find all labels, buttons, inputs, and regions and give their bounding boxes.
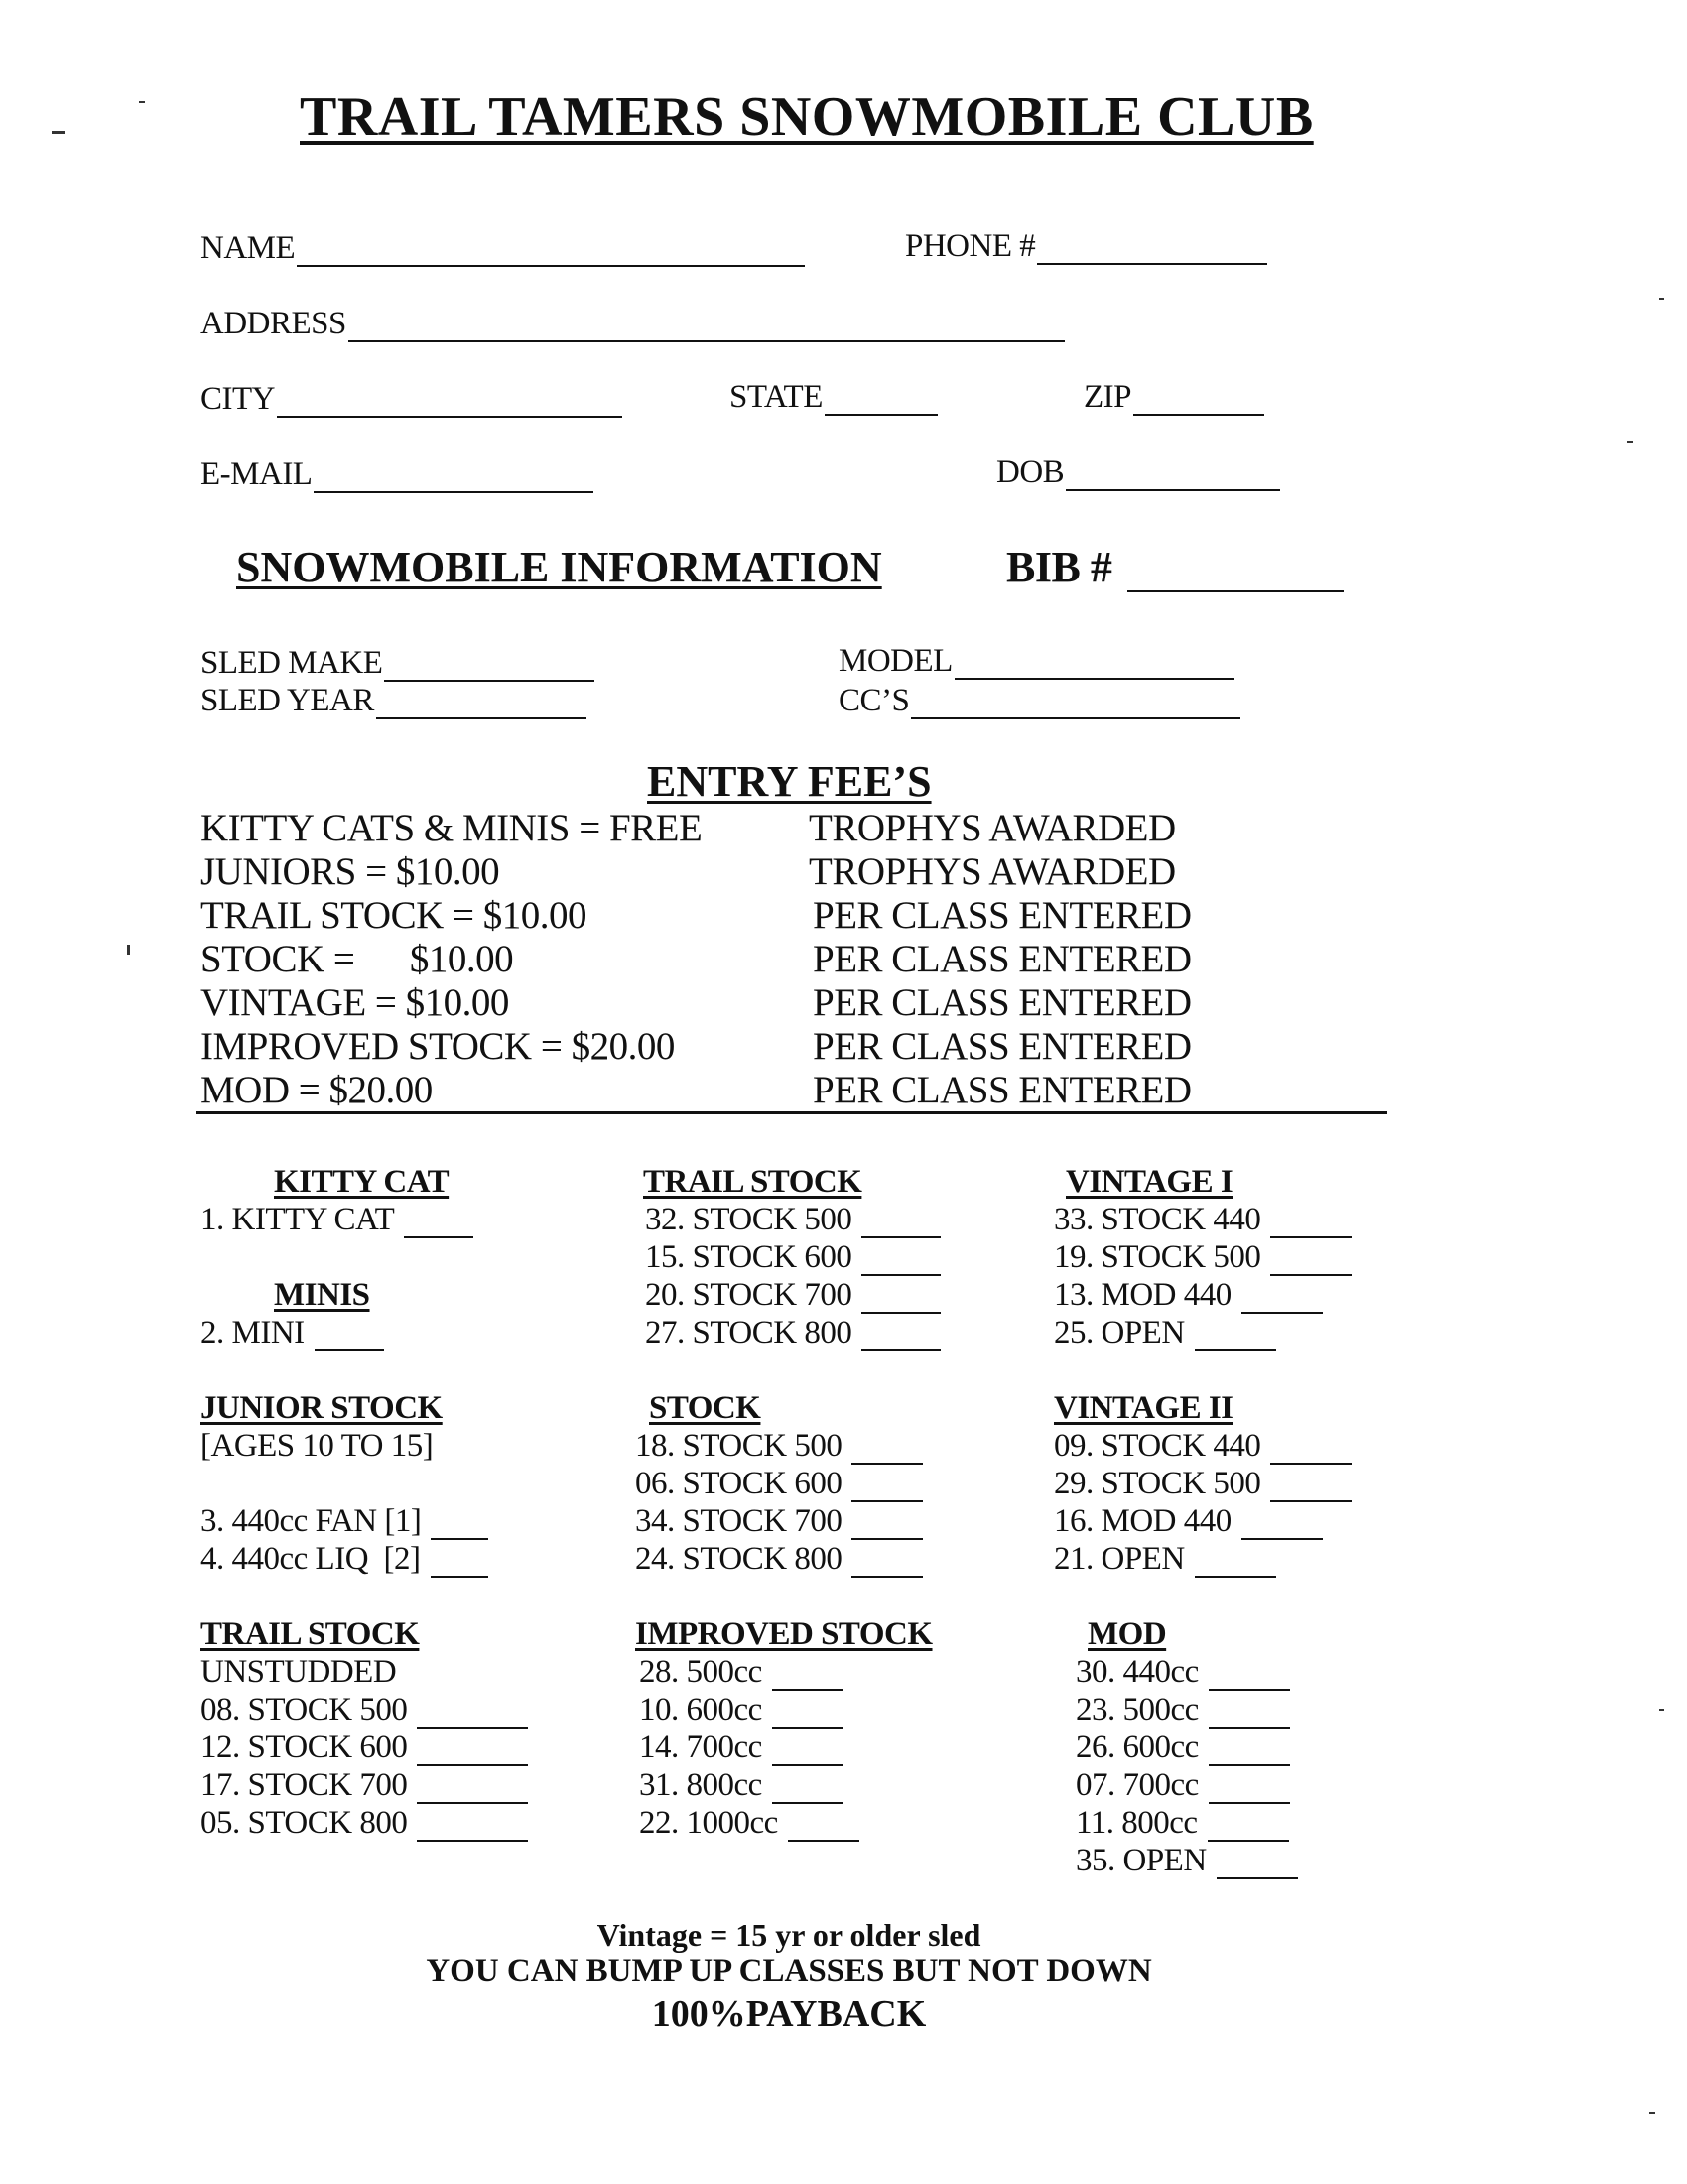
class-entry-blank[interactable] xyxy=(1270,1213,1352,1238)
class-label: 18. STOCK 500 xyxy=(635,1428,843,1464)
kitty-cat-items xyxy=(200,1201,528,1238)
class-entry[interactable] xyxy=(635,1465,941,1502)
bib-label: BIB # xyxy=(1006,543,1112,591)
class-label: 29. STOCK 500 xyxy=(1054,1466,1261,1501)
class-label: 22. 1000cc xyxy=(639,1805,778,1841)
fee-note: PER CLASS ENTERED xyxy=(813,894,1192,937)
class-entry-blank[interactable] xyxy=(851,1552,923,1578)
class-label: 27. STOCK 800 xyxy=(645,1315,852,1350)
name-field[interactable] xyxy=(200,230,805,267)
class-entry[interactable] xyxy=(200,1502,528,1540)
improved-stock-heading: IMPROVED STOCK xyxy=(635,1616,933,1652)
junior-stock-items xyxy=(200,1502,528,1578)
sled-make-blank[interactable] xyxy=(384,654,594,682)
vintage-2-heading: VINTAGE II xyxy=(1054,1390,1233,1426)
class-entry[interactable] xyxy=(1076,1766,1352,1804)
state-field[interactable] xyxy=(729,379,938,416)
class-entry[interactable] xyxy=(200,1691,528,1729)
fee-label: IMPROVED STOCK = $20.00 xyxy=(200,1025,675,1068)
junior-stock-ages: [AGES 10 TO 15] xyxy=(200,1428,434,1464)
mod-heading: MOD xyxy=(1088,1616,1167,1652)
class-entry[interactable] xyxy=(645,1276,941,1314)
phone-field[interactable] xyxy=(905,228,1267,265)
class-entry-blank[interactable] xyxy=(851,1514,923,1540)
class-label: 33. STOCK 440 xyxy=(1054,1202,1261,1237)
class-entry-blank[interactable] xyxy=(1208,1816,1289,1842)
class-entry[interactable] xyxy=(1076,1729,1352,1766)
stock-heading: STOCK xyxy=(649,1390,761,1426)
class-entry[interactable] xyxy=(1054,1314,1352,1351)
bib-field[interactable] xyxy=(1006,542,1344,592)
snowmobile-info-heading: SNOWMOBILE INFORMATION xyxy=(236,543,882,591)
minis-items xyxy=(200,1314,528,1351)
sled-make-field[interactable] xyxy=(200,645,594,682)
class-label: 23. 500cc xyxy=(1076,1692,1199,1728)
class-entry[interactable] xyxy=(1076,1691,1352,1729)
column-right xyxy=(1054,1163,1352,1879)
vintage-note: Vintage = 15 yr or older sled xyxy=(596,1917,981,1953)
class-label: 11. 800cc xyxy=(1076,1805,1198,1841)
class-entry-blank[interactable] xyxy=(1209,1703,1290,1729)
zip-label: ZIP xyxy=(1084,379,1131,415)
sled-year-field[interactable] xyxy=(200,683,586,719)
class-label: 05. STOCK 800 xyxy=(200,1805,408,1841)
ccs-label: CC’S xyxy=(839,683,910,718)
class-label: 10. 600cc xyxy=(639,1692,762,1728)
class-label: 07. 700cc xyxy=(1076,1767,1199,1803)
address-field[interactable] xyxy=(200,306,1065,342)
class-entry[interactable] xyxy=(200,1804,528,1842)
class-label: 21. OPEN xyxy=(1054,1541,1185,1577)
class-entry-blank[interactable] xyxy=(1241,1514,1323,1540)
fee-label: KITTY CATS & MINIS = FREE xyxy=(200,807,703,849)
class-entry[interactable] xyxy=(639,1766,941,1804)
vintage-1-heading: VINTAGE I xyxy=(1066,1164,1233,1200)
fee-note: PER CLASS ENTERED xyxy=(813,938,1192,980)
mod-items xyxy=(1076,1653,1352,1879)
class-entry-blank[interactable] xyxy=(1270,1477,1352,1502)
class-label: 08. STOCK 500 xyxy=(200,1692,408,1728)
fee-label: JUNIORS = $10.00 xyxy=(200,850,500,893)
class-entry[interactable] xyxy=(645,1314,941,1351)
scan-speck xyxy=(139,101,145,103)
class-label: 24. STOCK 800 xyxy=(635,1541,843,1577)
ccs-field[interactable] xyxy=(839,683,1240,719)
class-entry-blank[interactable] xyxy=(417,1703,528,1729)
vintage-1-items xyxy=(1054,1201,1352,1351)
class-entry-blank[interactable] xyxy=(417,1740,528,1766)
class-label: 4. 440cc LIQ [2] xyxy=(200,1541,421,1577)
sled-year-blank[interactable] xyxy=(376,692,586,719)
class-entry-blank[interactable] xyxy=(861,1250,941,1276)
class-entry[interactable] xyxy=(635,1540,941,1578)
name-label: NAME xyxy=(200,230,296,266)
class-entry[interactable] xyxy=(639,1729,941,1766)
class-entry[interactable] xyxy=(645,1201,941,1238)
class-label: 14. 700cc xyxy=(639,1730,762,1765)
class-label: 19. STOCK 500 xyxy=(1054,1239,1261,1275)
class-entry-blank[interactable] xyxy=(851,1439,923,1465)
scan-speck xyxy=(1659,1709,1664,1711)
class-entry-blank[interactable] xyxy=(1195,1552,1276,1578)
model-label: MODEL xyxy=(839,643,953,679)
class-label: 35. OPEN xyxy=(1076,1843,1207,1878)
name-blank[interactable] xyxy=(297,239,805,267)
class-entry[interactable] xyxy=(639,1653,941,1691)
class-entry-blank[interactable] xyxy=(404,1213,473,1238)
sled-make-label: SLED MAKE xyxy=(200,645,383,681)
fee-note: TROPHYS AWARDED xyxy=(809,850,1176,893)
class-label: 34. STOCK 700 xyxy=(635,1503,843,1539)
class-entry-blank[interactable] xyxy=(851,1477,923,1502)
address-label: ADDRESS xyxy=(200,306,346,341)
class-entry[interactable] xyxy=(200,1314,528,1351)
column-middle xyxy=(635,1163,941,1842)
form-title: TRAIL TAMERS SNOWMOBILE CLUB xyxy=(300,86,1314,148)
class-entry[interactable] xyxy=(200,1201,528,1238)
class-label: 17. STOCK 700 xyxy=(200,1767,408,1803)
class-label: 20. STOCK 700 xyxy=(645,1277,852,1313)
scan-speck xyxy=(1659,298,1664,300)
phone-blank[interactable] xyxy=(1037,237,1267,265)
class-label: 28. 500cc xyxy=(639,1654,762,1690)
email-field[interactable] xyxy=(200,456,593,493)
class-entry[interactable] xyxy=(639,1804,941,1842)
class-entry[interactable] xyxy=(639,1691,941,1729)
class-label: 15. STOCK 600 xyxy=(645,1239,852,1275)
dob-blank[interactable] xyxy=(1066,463,1280,491)
class-entry[interactable] xyxy=(645,1238,941,1276)
class-entry-blank[interactable] xyxy=(1241,1288,1323,1314)
class-entry-blank[interactable] xyxy=(861,1288,941,1314)
vintage-2-items xyxy=(1054,1427,1352,1578)
class-label: 2. MINI xyxy=(200,1315,305,1350)
class-entry-blank[interactable] xyxy=(431,1514,488,1540)
class-entry[interactable] xyxy=(1054,1502,1352,1540)
class-label: 09. STOCK 440 xyxy=(1054,1428,1261,1464)
model-blank[interactable] xyxy=(955,652,1234,680)
trail-stock-heading: TRAIL STOCK xyxy=(643,1164,862,1200)
class-entry[interactable] xyxy=(1054,1238,1352,1276)
class-entry[interactable] xyxy=(1054,1427,1352,1465)
class-entry[interactable] xyxy=(1054,1540,1352,1578)
fee-note: TROPHYS AWARDED xyxy=(809,807,1176,849)
class-entry-blank[interactable] xyxy=(431,1552,488,1578)
class-entry-blank[interactable] xyxy=(1209,1778,1290,1804)
fee-label: STOCK = $10.00 xyxy=(200,938,514,980)
improved-stock-items xyxy=(639,1653,941,1842)
payback-note: 100%PAYBACK xyxy=(651,1993,927,2035)
class-entry[interactable] xyxy=(200,1540,528,1578)
sled-year-label: SLED YEAR xyxy=(200,683,374,718)
class-label: 12. STOCK 600 xyxy=(200,1730,408,1765)
bib-blank[interactable] xyxy=(1127,561,1344,592)
junior-stock-heading: JUNIOR STOCK xyxy=(200,1390,443,1426)
stock-items xyxy=(635,1427,941,1578)
class-label: 30. 440cc xyxy=(1076,1654,1199,1690)
class-entry[interactable] xyxy=(1076,1804,1352,1842)
class-entry-blank[interactable] xyxy=(417,1816,528,1842)
trail-stock-unstudded-heading: TRAIL STOCK xyxy=(200,1616,420,1652)
city-blank[interactable] xyxy=(277,390,622,418)
class-label: 32. STOCK 500 xyxy=(645,1202,852,1237)
section-divider xyxy=(196,1111,1387,1114)
class-label: 26. 600cc xyxy=(1076,1730,1199,1765)
class-entry[interactable] xyxy=(635,1502,941,1540)
dob-label: DOB xyxy=(996,454,1065,490)
class-label: 25. OPEN xyxy=(1054,1315,1185,1350)
column-left xyxy=(200,1163,528,1842)
scan-speck xyxy=(1627,441,1633,443)
class-entry-blank[interactable] xyxy=(417,1778,528,1804)
class-entry[interactable] xyxy=(200,1729,528,1766)
class-entry-blank[interactable] xyxy=(861,1326,941,1351)
class-entry-blank[interactable] xyxy=(772,1665,844,1691)
class-entry-blank[interactable] xyxy=(772,1740,844,1766)
class-label: 1. KITTY CAT xyxy=(200,1202,395,1237)
class-entry-blank[interactable] xyxy=(772,1703,844,1729)
minis-heading: MINIS xyxy=(274,1277,370,1313)
class-entry[interactable] xyxy=(1076,1842,1352,1879)
unstudded-label: UNSTUDDED xyxy=(200,1654,397,1690)
class-entry[interactable] xyxy=(635,1427,941,1465)
scan-speck xyxy=(52,131,65,134)
class-entry[interactable] xyxy=(1054,1465,1352,1502)
class-entry-blank[interactable] xyxy=(861,1213,941,1238)
zip-blank[interactable] xyxy=(1133,388,1264,416)
fee-label: MOD = $20.00 xyxy=(200,1069,433,1111)
class-label: 3. 440cc FAN [1] xyxy=(200,1503,422,1539)
class-entry-blank[interactable] xyxy=(1195,1326,1276,1351)
class-entry-blank[interactable] xyxy=(1209,1740,1290,1766)
class-entry[interactable] xyxy=(200,1766,528,1804)
kitty-cat-heading: KITTY CAT xyxy=(274,1164,450,1200)
fee-note: PER CLASS ENTERED xyxy=(813,1069,1192,1111)
class-entry-blank[interactable] xyxy=(788,1816,859,1842)
zip-field[interactable] xyxy=(1084,379,1264,416)
bump-note: YOU CAN BUMP UP CLASSES BUT NOT DOWN xyxy=(426,1953,1152,1989)
class-label: 06. STOCK 600 xyxy=(635,1466,843,1501)
trail-stock-unstudded-items xyxy=(200,1691,528,1842)
class-label: 13. MOD 440 xyxy=(1054,1277,1232,1313)
model-field[interactable] xyxy=(839,643,1234,680)
phone-label: PHONE # xyxy=(905,228,1036,264)
class-label: 16. MOD 440 xyxy=(1054,1503,1232,1539)
class-label: 31. 800cc xyxy=(639,1767,762,1803)
class-entry-blank[interactable] xyxy=(1217,1854,1298,1879)
scan-speck xyxy=(127,945,130,955)
class-entry[interactable] xyxy=(1054,1201,1352,1238)
city-label: CITY xyxy=(200,381,275,417)
trail-stock-items xyxy=(645,1201,941,1351)
fee-note: PER CLASS ENTERED xyxy=(813,1025,1192,1068)
class-entry-blank[interactable] xyxy=(315,1326,384,1351)
state-label: STATE xyxy=(729,379,823,415)
class-entry[interactable] xyxy=(1054,1276,1352,1314)
city-field[interactable] xyxy=(200,381,622,418)
fee-label: VINTAGE = $10.00 xyxy=(200,981,509,1024)
state-blank[interactable] xyxy=(825,388,938,416)
fee-note: PER CLASS ENTERED xyxy=(813,981,1192,1024)
dob-field[interactable] xyxy=(996,454,1280,491)
class-entry-blank[interactable] xyxy=(772,1778,844,1804)
fee-label: TRAIL STOCK = $10.00 xyxy=(200,894,587,937)
class-entry-blank[interactable] xyxy=(1209,1665,1290,1691)
class-entry-blank[interactable] xyxy=(1270,1250,1352,1276)
entry-fees-heading: ENTRY FEE’S xyxy=(647,757,932,806)
class-entry-blank[interactable] xyxy=(1270,1439,1352,1465)
email-blank[interactable] xyxy=(314,465,593,493)
address-blank[interactable] xyxy=(348,315,1065,342)
class-entry[interactable] xyxy=(1076,1653,1352,1691)
ccs-blank[interactable] xyxy=(911,692,1240,719)
scan-speck xyxy=(1649,2112,1655,2114)
email-label: E-MAIL xyxy=(200,456,313,492)
